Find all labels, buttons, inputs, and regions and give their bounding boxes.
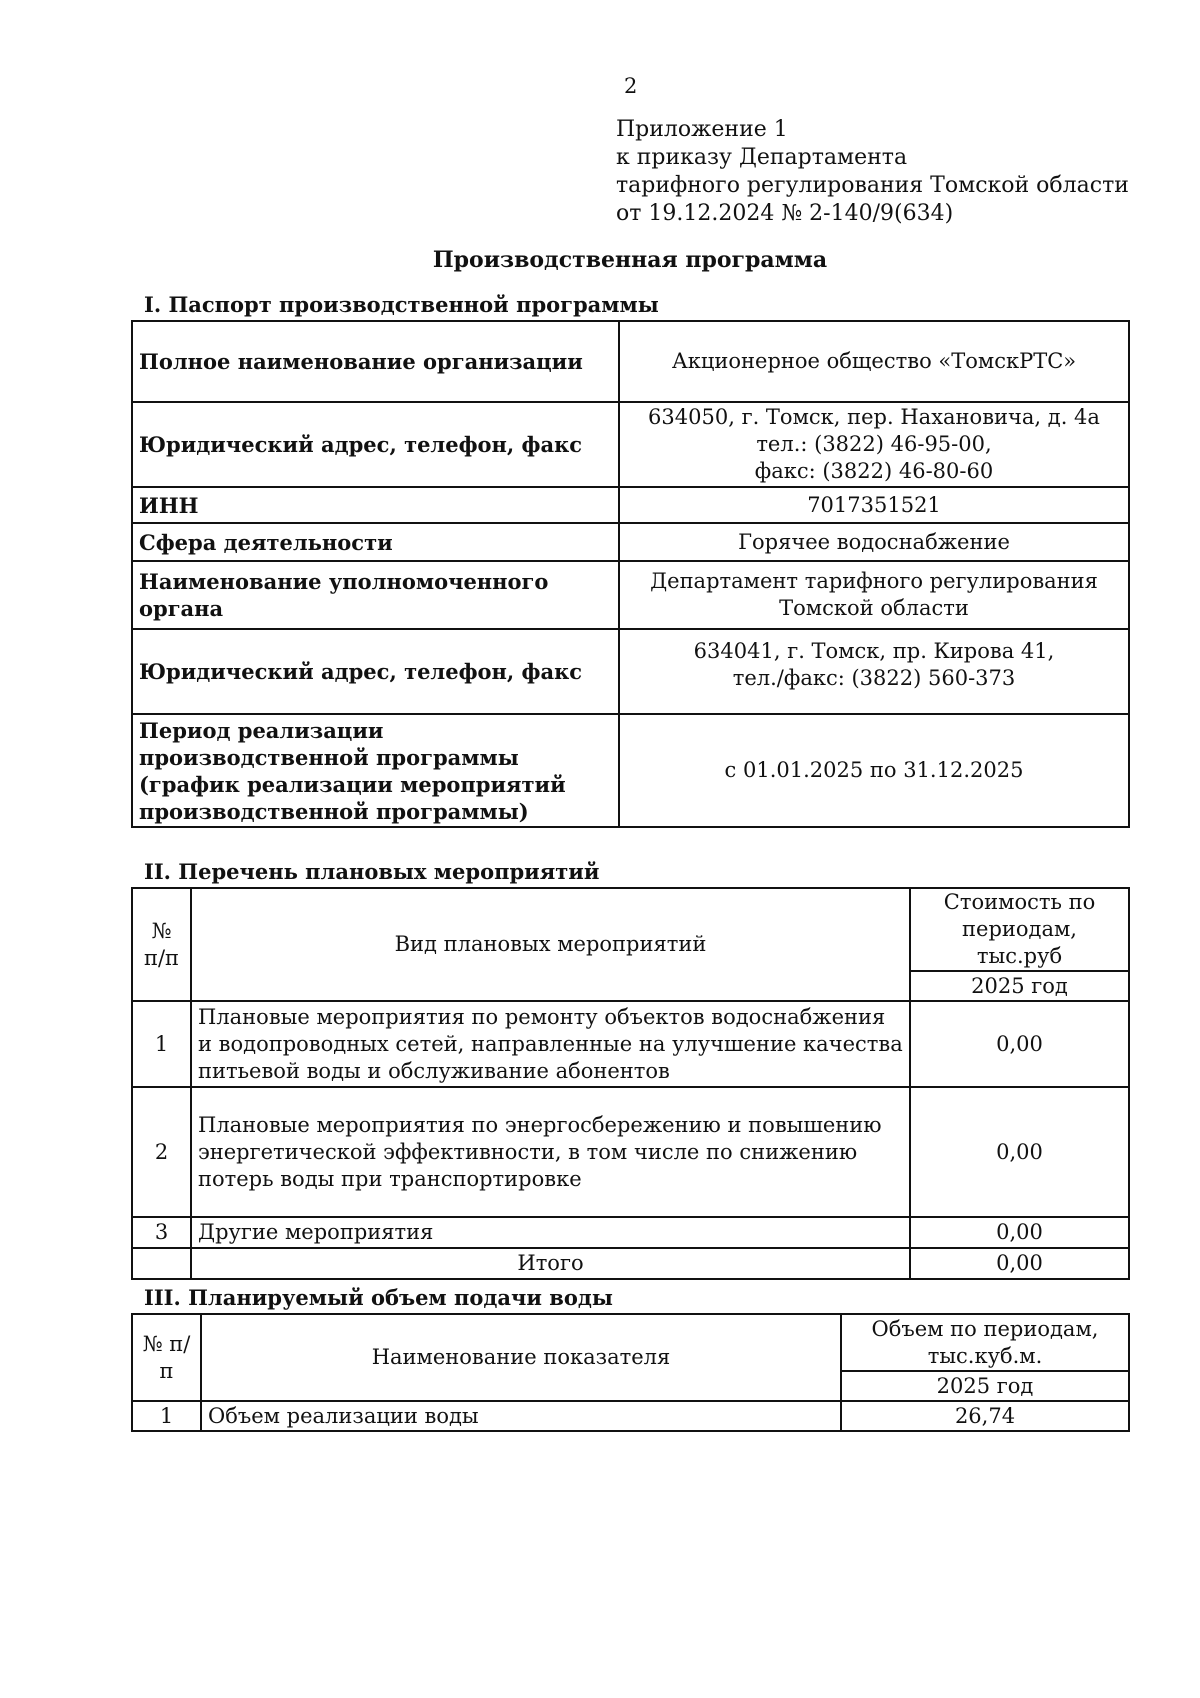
total-label: Итого (191, 1248, 910, 1279)
passport-value: 634041, г. Томск, пр. Кирова 41, тел./факс: (3822) 560-373 (619, 629, 1129, 714)
table-row (132, 321, 1129, 402)
table-row (132, 1401, 1129, 1431)
col-header-number: № п/п (132, 888, 191, 1001)
passport-value: Акционерное общество «ТомскРТС» (619, 321, 1129, 402)
appendix-line: к приказу Департамента (616, 145, 908, 170)
passport-label: Юридический адрес, телефон, факс (132, 629, 619, 714)
total-value: 0,00 (910, 1248, 1129, 1279)
passport-table (131, 320, 1130, 828)
activity-name: Плановые мероприятия по энергосбережению и повышению энергетической эффективности, в том числе по снижению потерь воды при транспортировке (191, 1087, 910, 1217)
table-row (132, 714, 1129, 827)
passport-label: Юридический адрес, телефон, факс (132, 402, 619, 487)
col-header-volume: Объем по периодам, тыс.куб.м. (841, 1314, 1129, 1371)
passport-value: Горячее водоснабжение (619, 523, 1129, 561)
appendix-header (616, 116, 1129, 228)
passport-value: 634050, г. Томск, пер. Нахановича, д. 4а тел.: (3822) 46-95-00, факс: (3822) 46-80-60 (619, 402, 1129, 487)
row-number-empty (132, 1248, 191, 1279)
activity-cost: 0,00 (910, 1087, 1129, 1217)
table-row (132, 1001, 1129, 1087)
table-total-row (132, 1248, 1129, 1279)
activities-table (131, 887, 1130, 1280)
table-row (132, 629, 1129, 714)
appendix-line: от 19.12.2024 № 2-140/9(634) (616, 201, 954, 226)
section2-heading: II. Перечень плановых мероприятий (144, 859, 600, 884)
water-volume-table (131, 1313, 1130, 1432)
table-row (132, 1217, 1129, 1248)
activity-name: Плановые мероприятия по ремонту объектов водоснабжения и водопроводных сетей, направленные на улучшение качества питьевой воды и обслуживание абонентов (191, 1001, 910, 1087)
passport-label: Полное наименование организации (132, 321, 619, 402)
passport-label: ИНН (132, 487, 619, 523)
table-row (132, 1087, 1129, 1217)
row-number: 1 (132, 1001, 191, 1087)
appendix-line: тарифного регулирования Томской области (616, 173, 1129, 198)
activity-cost: 0,00 (910, 1217, 1129, 1248)
table-row (132, 402, 1129, 487)
table-header-row (132, 1314, 1129, 1371)
col-header-year: 2025 год (841, 1371, 1129, 1401)
passport-value: Департамент тарифного регулирования Томской области (619, 561, 1129, 629)
page-number: 2 (624, 74, 638, 98)
passport-value: с 01.01.2025 по 31.12.2025 (619, 714, 1129, 827)
indicator-name: Объем реализации воды (201, 1401, 841, 1431)
section3-heading: III. Планируемый объем подачи воды (144, 1285, 613, 1310)
col-header-number: № п/п (132, 1314, 201, 1401)
indicator-value: 26,74 (841, 1401, 1129, 1431)
appendix-line: Приложение 1 (616, 117, 788, 142)
row-number: 1 (132, 1401, 201, 1431)
table-header-row (132, 888, 1129, 971)
passport-label: Период реализации производственной программы (график реализации мероприятий производственной программы) (132, 714, 619, 827)
passport-label: Сфера деятельности (132, 523, 619, 561)
document-title: Производственная программа (432, 247, 828, 273)
col-header-cost: Стоимость по периодам, тыс.руб (910, 888, 1129, 971)
passport-value: 7017351521 (619, 487, 1129, 523)
row-number: 2 (132, 1087, 191, 1217)
table-row (132, 487, 1129, 523)
col-header-activity: Вид плановых мероприятий (191, 888, 910, 1001)
table-row (132, 561, 1129, 629)
table-row (132, 523, 1129, 561)
col-header-year: 2025 год (910, 971, 1129, 1001)
activity-cost: 0,00 (910, 1001, 1129, 1087)
section1-heading: I. Паспорт производственной программы (144, 292, 659, 317)
col-header-indicator: Наименование показателя (201, 1314, 841, 1401)
activity-name: Другие мероприятия (191, 1217, 910, 1248)
passport-label: Наименование уполномоченного органа (132, 561, 619, 629)
row-number: 3 (132, 1217, 191, 1248)
